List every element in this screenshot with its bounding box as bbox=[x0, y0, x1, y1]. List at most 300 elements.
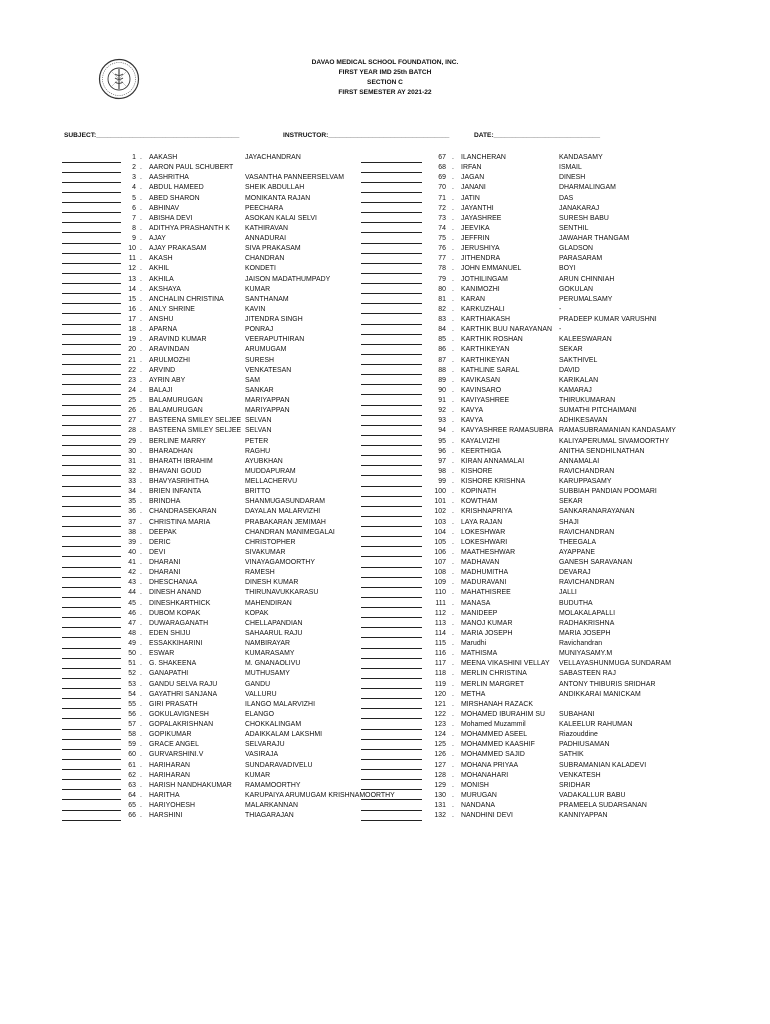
student-row bbox=[0, 386, 770, 396]
student-last-name: RAGHU bbox=[245, 447, 271, 455]
student-first-name: KARTHIKEYAN bbox=[461, 346, 510, 354]
student-first-name: JEEVIKA bbox=[461, 224, 490, 232]
student-last-name: BOYI bbox=[559, 265, 576, 273]
student-last-name: MUNIYASAMY.M bbox=[559, 650, 613, 658]
student-row bbox=[0, 588, 770, 598]
student-row bbox=[0, 578, 770, 588]
student-number: 48 bbox=[128, 629, 136, 637]
student-number: 37 bbox=[128, 518, 136, 526]
student-last-name: NAMBIRAYAR bbox=[245, 640, 291, 647]
student-number: 44 bbox=[128, 589, 136, 597]
student-number: 116 bbox=[434, 650, 446, 658]
student-last-name: CHOKKALINGAM bbox=[245, 721, 302, 728]
student-number: 84 bbox=[438, 326, 446, 334]
student-number: 118 bbox=[434, 670, 446, 678]
date-field[interactable]: DATE:_____________________________ bbox=[474, 132, 601, 139]
student-last-name: KARIKALAN bbox=[559, 376, 599, 384]
student-last-name: PARASARAM bbox=[559, 255, 603, 263]
student-number: 96 bbox=[438, 447, 446, 455]
student-last-name: MUDDAPURAM bbox=[245, 467, 296, 475]
student-first-name: HARIHARAN bbox=[149, 761, 191, 769]
student-last-name: AYUBKHAN bbox=[245, 457, 283, 465]
student-row bbox=[0, 740, 770, 750]
number-separator: . bbox=[140, 174, 142, 182]
student-first-name: MOHAMMED KAASHIF bbox=[461, 741, 535, 749]
number-separator: . bbox=[452, 548, 454, 556]
student-last-name: BRITTO bbox=[245, 488, 271, 496]
student-row bbox=[0, 568, 770, 578]
student-last-name: VENKATESAN bbox=[245, 366, 292, 374]
student-first-name: MAATHESHWAR bbox=[461, 548, 516, 556]
signature-line[interactable] bbox=[361, 820, 422, 821]
student-number: 27 bbox=[128, 417, 136, 425]
student-number: 71 bbox=[438, 194, 446, 202]
student-first-name: BHARADHAN bbox=[149, 447, 193, 455]
student-last-name: KOPAK bbox=[245, 609, 269, 617]
student-last-name: SEKAR bbox=[559, 498, 583, 506]
number-separator: . bbox=[140, 437, 142, 445]
student-first-name: JAYANTHI bbox=[461, 204, 494, 212]
student-first-name: KARTHIKEYAN bbox=[461, 356, 510, 364]
number-separator: . bbox=[452, 265, 454, 273]
student-last-name: SEKAR bbox=[559, 346, 583, 354]
student-number: 56 bbox=[128, 710, 136, 718]
student-first-name: BALAMURUGAN bbox=[149, 397, 203, 404]
student-first-name: NANDANA bbox=[461, 802, 496, 809]
student-number: 43 bbox=[128, 579, 136, 587]
student-last-name: MARIA JOSEPH bbox=[559, 629, 611, 637]
student-last-name: RAMESH bbox=[245, 569, 275, 577]
student-number: 101 bbox=[434, 498, 446, 506]
student-number: 99 bbox=[438, 478, 446, 485]
student-row bbox=[0, 416, 770, 426]
student-last-name: MALARKANNAN bbox=[245, 802, 299, 809]
document-header bbox=[0, 58, 770, 98]
student-number: 29 bbox=[128, 437, 136, 445]
student-last-name: AYAPPANE bbox=[559, 548, 596, 556]
number-separator: . bbox=[452, 386, 454, 394]
student-first-name: DEEPAK bbox=[149, 528, 177, 536]
student-first-name: KARTHIAKASH bbox=[461, 316, 511, 323]
student-first-name: G. SHAKEENA bbox=[149, 660, 197, 668]
student-number: 76 bbox=[438, 245, 446, 253]
student-first-name: MOHANAHARI bbox=[461, 771, 509, 779]
student-last-name: VENKATESH bbox=[559, 771, 601, 779]
student-last-name: JANAKARAJ bbox=[559, 204, 600, 212]
student-last-name: SIVA PRAKASAM bbox=[245, 245, 301, 253]
student-first-name: MEENA VIKASHINI VELLAY bbox=[461, 660, 550, 668]
number-separator: . bbox=[452, 397, 454, 404]
student-row bbox=[0, 214, 770, 224]
student-number: 90 bbox=[438, 386, 446, 394]
student-number: 16 bbox=[128, 305, 136, 313]
number-separator: . bbox=[140, 478, 142, 485]
student-last-name: SUBBIAH PANDIAN POOMARI bbox=[559, 488, 657, 496]
student-first-name: GIRI PRASATH bbox=[149, 700, 198, 708]
student-row bbox=[0, 507, 770, 517]
number-separator: . bbox=[452, 478, 454, 485]
number-separator: . bbox=[140, 690, 142, 698]
number-separator: . bbox=[452, 751, 454, 759]
student-number: 55 bbox=[128, 700, 136, 708]
student-last-name: ANITHA SENDHILNATHAN bbox=[559, 447, 645, 455]
student-row bbox=[0, 659, 770, 669]
number-separator: . bbox=[452, 700, 454, 708]
student-first-name: MONISH bbox=[461, 781, 489, 789]
number-separator: . bbox=[140, 285, 142, 293]
student-last-name: ILANGO MALARVIZHI bbox=[245, 700, 316, 708]
student-last-name: DINESH bbox=[559, 174, 586, 182]
number-separator: . bbox=[452, 164, 454, 172]
student-first-name: DERIC bbox=[149, 538, 171, 546]
student-first-name: ANLY SHRINE bbox=[149, 305, 195, 313]
student-last-name: ADAIKKALAM LAKSHMI bbox=[245, 731, 323, 739]
student-last-name: JAYACHANDRAN bbox=[245, 154, 301, 161]
student-row bbox=[0, 335, 770, 345]
number-separator: . bbox=[452, 559, 454, 566]
student-number: 83 bbox=[438, 316, 446, 323]
student-last-name: CHANDRAN bbox=[245, 255, 285, 263]
number-separator: . bbox=[140, 812, 142, 820]
student-first-name: KANIMOZHI bbox=[461, 285, 500, 293]
number-separator: . bbox=[452, 690, 454, 698]
student-row bbox=[0, 173, 770, 183]
number-separator: . bbox=[140, 265, 142, 273]
number-separator: . bbox=[140, 184, 142, 192]
student-row bbox=[0, 710, 770, 720]
student-number: 7 bbox=[132, 214, 136, 222]
student-last-name: PRADEEP KUMAR VARUSHNI bbox=[559, 316, 657, 323]
student-row bbox=[0, 680, 770, 690]
student-number: 81 bbox=[438, 295, 446, 303]
number-separator: . bbox=[452, 609, 454, 617]
student-first-name: GANAPATHI bbox=[149, 670, 189, 678]
number-separator: . bbox=[452, 710, 454, 718]
semester-title: FIRST SEMESTER AY 2021-22 bbox=[338, 89, 432, 96]
student-row bbox=[0, 771, 770, 781]
student-last-name: SURESH bbox=[245, 356, 275, 364]
student-last-name: SAM bbox=[245, 376, 261, 384]
student-first-name: MATHISMA bbox=[461, 650, 498, 658]
student-row bbox=[0, 528, 770, 538]
number-separator: . bbox=[140, 629, 142, 637]
student-first-name: ABHINAV bbox=[149, 204, 180, 212]
number-separator: . bbox=[452, 467, 454, 475]
student-last-name: RAVICHANDRAN bbox=[559, 467, 615, 475]
student-first-name: GURVARSHINI.V bbox=[149, 751, 204, 759]
student-row bbox=[0, 194, 770, 204]
student-last-name: ISMAIL bbox=[559, 164, 582, 172]
student-last-name: PRAMEELA SUDARSANAN bbox=[559, 802, 647, 809]
student-last-name: KUMAR bbox=[245, 285, 271, 293]
student-row bbox=[0, 761, 770, 771]
student-last-name: KARUPPASAMY bbox=[559, 478, 612, 485]
student-number: 104 bbox=[434, 528, 446, 536]
student-row bbox=[0, 690, 770, 700]
number-separator: . bbox=[452, 488, 454, 496]
student-first-name: MANIDEEP bbox=[461, 609, 498, 617]
student-row bbox=[0, 781, 770, 791]
number-separator: . bbox=[140, 518, 142, 526]
student-number: 97 bbox=[438, 457, 446, 465]
student-row bbox=[0, 447, 770, 457]
student-last-name: SRIDHAR bbox=[559, 781, 591, 789]
number-separator: . bbox=[140, 619, 142, 627]
number-separator: . bbox=[452, 305, 454, 313]
number-separator: . bbox=[140, 275, 142, 283]
subject-field[interactable]: SUBJECT:_______________________________________ bbox=[64, 132, 240, 139]
student-first-name: AKHILA bbox=[149, 275, 174, 283]
student-number: 18 bbox=[128, 326, 136, 334]
student-row bbox=[0, 457, 770, 467]
student-last-name: KALEELUR RAHUMAN bbox=[559, 721, 633, 728]
student-first-name: CHRISTINA MARIA bbox=[149, 518, 211, 526]
student-last-name: THIAGARAJAN bbox=[245, 812, 294, 820]
student-first-name: DHESCHANAA bbox=[149, 579, 198, 587]
student-first-name: HARITHA bbox=[149, 791, 180, 799]
number-separator: . bbox=[140, 751, 142, 759]
student-first-name: JAGAN bbox=[461, 174, 485, 182]
number-separator: . bbox=[140, 467, 142, 475]
number-separator: . bbox=[140, 397, 142, 404]
student-first-name: KAVYA bbox=[461, 407, 484, 415]
student-row bbox=[0, 619, 770, 629]
student-last-name: SUNDARAVADIVELU bbox=[245, 761, 313, 769]
number-separator: . bbox=[140, 761, 142, 769]
number-separator: . bbox=[140, 488, 142, 496]
student-first-name: KRISHNAPRIYA bbox=[461, 508, 513, 516]
number-separator: . bbox=[452, 194, 454, 202]
student-number: 85 bbox=[438, 336, 446, 344]
student-first-name: ESSAKKIHARINI bbox=[149, 640, 203, 647]
student-row bbox=[0, 406, 770, 416]
student-row bbox=[0, 720, 770, 730]
student-last-name: MONIKANTA RAJAN bbox=[245, 194, 311, 202]
number-separator: . bbox=[452, 650, 454, 658]
number-separator: . bbox=[140, 528, 142, 536]
student-number: 119 bbox=[434, 680, 446, 688]
student-number: 66 bbox=[128, 812, 136, 820]
student-last-name: SABASTEEN RAJ bbox=[559, 670, 616, 678]
student-first-name: HARIYOHESH bbox=[149, 802, 196, 809]
number-separator: . bbox=[452, 791, 454, 799]
student-first-name: ESWAR bbox=[149, 650, 175, 658]
student-number: 127 bbox=[434, 761, 446, 769]
student-number: 58 bbox=[128, 731, 136, 739]
student-last-name: CHELLAPANDIAN bbox=[245, 619, 303, 627]
student-number: 114 bbox=[434, 629, 446, 637]
number-separator: . bbox=[452, 235, 454, 242]
student-number: 107 bbox=[434, 559, 446, 566]
student-row bbox=[0, 548, 770, 558]
student-last-name: RAVICHANDRAN bbox=[559, 528, 615, 536]
student-first-name: AKASH bbox=[149, 255, 173, 263]
student-number: 109 bbox=[434, 579, 446, 587]
student-last-name: KANDASAMY bbox=[559, 154, 603, 161]
student-last-name: SATHIK bbox=[559, 751, 584, 759]
student-last-name: MARIYAPPAN bbox=[245, 397, 290, 404]
student-first-name: JOTHILINGAM bbox=[461, 275, 508, 283]
student-last-name: ANDIKKARAI MANICKAM bbox=[559, 690, 641, 698]
student-row bbox=[0, 183, 770, 193]
number-separator: . bbox=[140, 427, 142, 435]
student-first-name: KARAN bbox=[461, 295, 485, 303]
student-first-name: METHA bbox=[461, 690, 486, 698]
student-row bbox=[0, 437, 770, 447]
number-separator: . bbox=[140, 640, 142, 647]
student-number: 70 bbox=[438, 184, 446, 192]
number-separator: . bbox=[452, 285, 454, 293]
student-first-name: ILANCHERAN bbox=[461, 154, 506, 161]
student-number: 122 bbox=[434, 710, 446, 718]
student-first-name: HARISH NANDHAKUMAR bbox=[149, 781, 232, 789]
student-last-name: SHAJI bbox=[559, 518, 579, 526]
number-separator: . bbox=[452, 660, 454, 668]
student-row bbox=[0, 487, 770, 497]
student-number: 100 bbox=[434, 488, 446, 496]
student-number: 4 bbox=[132, 184, 136, 192]
student-row bbox=[0, 639, 770, 649]
student-number: 94 bbox=[438, 427, 446, 435]
student-last-name: JAISON MADATHUMPADY bbox=[245, 275, 331, 283]
student-number: 103 bbox=[434, 518, 446, 526]
student-first-name: MANASA bbox=[461, 599, 491, 607]
number-separator: . bbox=[140, 548, 142, 556]
number-separator: . bbox=[452, 802, 454, 809]
student-first-name: Mohamed Muzammil bbox=[461, 721, 526, 728]
number-separator: . bbox=[140, 660, 142, 668]
student-first-name: ANCHALIN CHRISTINA bbox=[149, 295, 224, 303]
student-row bbox=[0, 345, 770, 355]
student-first-name: MERLIN CHRISTINA bbox=[461, 670, 527, 678]
student-first-name: BERLINE MARRY bbox=[149, 437, 206, 445]
student-first-name: BASTEENA SMILEY SELJEE bbox=[149, 427, 242, 435]
student-first-name: AAKASH bbox=[149, 154, 178, 161]
number-separator: . bbox=[452, 498, 454, 506]
number-separator: . bbox=[452, 407, 454, 415]
number-separator: . bbox=[140, 700, 142, 708]
student-last-name: VEERAPUTHIRAN bbox=[245, 336, 305, 344]
form-fields-row bbox=[0, 132, 770, 144]
student-number: 121 bbox=[434, 700, 446, 708]
number-separator: . bbox=[452, 376, 454, 384]
student-last-name: RADHAKRISHNA bbox=[559, 619, 615, 627]
student-first-name: KOPINATH bbox=[461, 488, 497, 496]
student-row bbox=[0, 609, 770, 619]
number-separator: . bbox=[140, 650, 142, 658]
student-number: 49 bbox=[128, 640, 136, 647]
student-last-name: KAMARAJ bbox=[559, 386, 592, 394]
student-first-name: ANSHU bbox=[149, 316, 174, 323]
number-separator: . bbox=[140, 366, 142, 374]
student-first-name: ABED SHARON bbox=[149, 194, 200, 202]
number-separator: . bbox=[140, 781, 142, 789]
student-number: 102 bbox=[434, 508, 446, 516]
number-separator: . bbox=[140, 255, 142, 263]
number-separator: . bbox=[140, 376, 142, 384]
student-number: 51 bbox=[128, 660, 136, 668]
number-separator: . bbox=[140, 204, 142, 212]
student-number: 23 bbox=[128, 376, 136, 384]
student-first-name: MOHAMMED SAJID bbox=[461, 751, 525, 759]
student-first-name: Marudhi bbox=[461, 640, 487, 647]
student-first-name: GAYATHRI SANJANA bbox=[149, 690, 218, 698]
student-first-name: MOHAMED IBURAHIM SU bbox=[461, 710, 546, 718]
student-number: 30 bbox=[128, 447, 136, 455]
student-first-name: ARAVINDAN bbox=[149, 346, 190, 354]
number-separator: . bbox=[452, 295, 454, 303]
student-first-name: HARIHARAN bbox=[149, 771, 191, 779]
number-separator: . bbox=[452, 538, 454, 546]
student-last-name: DAS bbox=[559, 194, 574, 202]
student-row bbox=[0, 254, 770, 264]
student-last-name: MUTHUSAMY bbox=[245, 670, 290, 678]
student-number: 62 bbox=[128, 771, 136, 779]
student-row bbox=[0, 376, 770, 386]
student-row bbox=[0, 518, 770, 528]
student-number: 89 bbox=[438, 376, 446, 384]
student-first-name: MOHANA PRIYAA bbox=[461, 761, 519, 769]
student-number: 15 bbox=[128, 295, 136, 303]
number-separator: . bbox=[452, 275, 454, 283]
student-number: 69 bbox=[438, 174, 446, 182]
student-first-name: KOWTHAM bbox=[461, 498, 498, 506]
number-separator: . bbox=[452, 640, 454, 647]
student-number: 11 bbox=[128, 255, 136, 263]
student-row bbox=[0, 264, 770, 274]
student-first-name: MAHATHISREE bbox=[461, 589, 511, 597]
student-first-name: KARKUZHALI bbox=[461, 305, 505, 313]
student-number: 87 bbox=[438, 356, 446, 364]
student-last-name: SAHAARUL RAJU bbox=[245, 629, 303, 637]
number-separator: . bbox=[140, 457, 142, 465]
student-last-name: PRABAKARAN JEMIMAH bbox=[245, 518, 326, 526]
student-last-name: GLADSON bbox=[559, 245, 594, 253]
student-last-name: DEVARAJ bbox=[559, 569, 591, 577]
student-last-name: VELLAYASHUNMUGA SUNDARAM bbox=[559, 660, 671, 668]
student-number: 34 bbox=[128, 488, 136, 496]
student-last-name: KARUPAIYA ARUMUGAM KRISHNAMOORTHY bbox=[245, 791, 395, 799]
student-first-name: BRINDHA bbox=[149, 498, 181, 506]
student-last-name: SUMATHI PITCHAIMANI bbox=[559, 407, 637, 415]
number-separator: . bbox=[452, 447, 454, 455]
student-number: 132 bbox=[434, 812, 446, 820]
batch-title: FIRST YEAR IMD 25th BATCH bbox=[338, 69, 432, 76]
student-row bbox=[0, 599, 770, 609]
student-row bbox=[0, 153, 770, 163]
number-separator: . bbox=[452, 670, 454, 678]
student-last-name: ASOKAN KALAI SELVI bbox=[245, 214, 318, 222]
student-number: 79 bbox=[438, 275, 446, 283]
student-number: 64 bbox=[128, 791, 136, 799]
number-separator: . bbox=[140, 346, 142, 354]
student-last-name: PEECHARA bbox=[245, 204, 284, 212]
student-number: 73 bbox=[438, 214, 446, 222]
student-first-name: DINESH ANAND bbox=[149, 589, 202, 597]
number-separator: . bbox=[140, 802, 142, 809]
student-row bbox=[0, 163, 770, 173]
student-last-name: KUMARASAMY bbox=[245, 650, 295, 658]
student-number: 36 bbox=[128, 508, 136, 516]
student-last-name: SELVAN bbox=[245, 417, 272, 425]
student-last-name: KATHIRAVAN bbox=[245, 224, 288, 232]
number-separator: . bbox=[452, 579, 454, 587]
number-separator: . bbox=[140, 680, 142, 688]
instructor-field[interactable]: INSTRUCTOR:_________________________________ bbox=[283, 132, 450, 139]
student-last-name: Ravichandran bbox=[559, 640, 603, 647]
student-row bbox=[0, 234, 770, 244]
section-title: SECTION C bbox=[367, 79, 403, 86]
